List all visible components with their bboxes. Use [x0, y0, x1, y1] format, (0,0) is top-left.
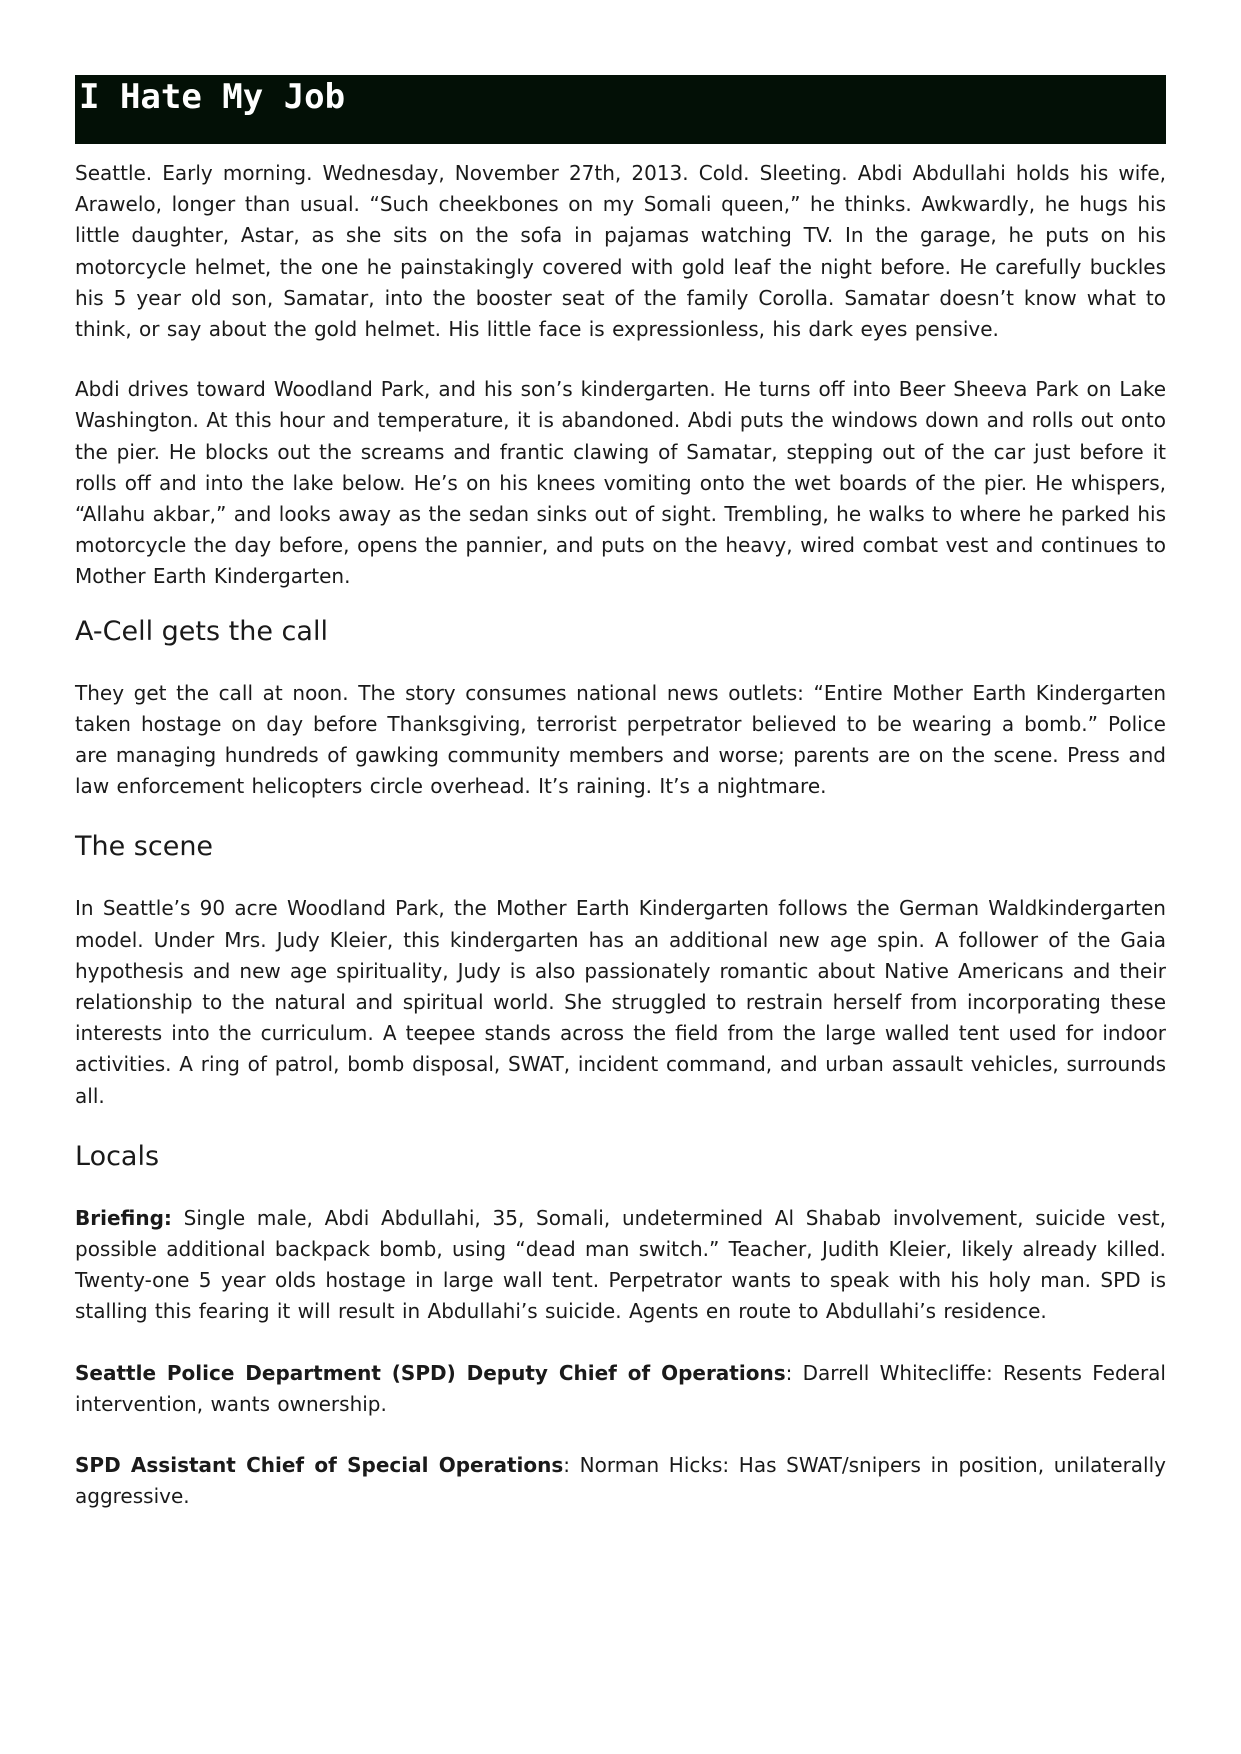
section-heading-acell: A-Cell gets the call: [75, 615, 328, 647]
deputy-chief-text: : Darrell Whitecliffe: Resents Federal intervention, wants ownership.: [75, 1360, 1166, 1416]
briefing-label: Briefing:: [75, 1205, 172, 1230]
document-page: [75, 75, 1166, 1513]
intro-paragraph-1: Seattle. Early morning. Wednesday, November 27th, 2013. Cold. Sleeting. Abdi Abdullahi holds his wife, Arawelo, longer than usual. “Such cheekbones on my Somali queen,” he thinks. Awkwardly, he hugs his little daughter, Astar, as she sits on the sofa in pajamas watching TV. In the garage, he puts on his motorcycle helmet, the one he painstakingly covered with gold leaf the night before. He carefully buckles his 5 year old son, Samatar, into the booster seat of the family Corolla. Samatar doesn’t know what to think, or say about the gold helmet. His little face is expressionless, his dark eyes pensive.: [75, 161, 1166, 342]
page-title: I Hate My Job: [79, 77, 346, 117]
deputy-chief-label: Seattle Police Department (SPD) Deputy Chief of Operations: [75, 1360, 786, 1385]
assistant-chief-paragraph: [75, 1450, 1166, 1512]
briefing-text: Single male, Abdi Abdullahi, 35, Somali, undetermined Al Shabab involvement, suicide vest, possible additional backpack bomb, using “dead man switch.” Teacher, Judith Kleier, likely already killed. Twenty-one 5 year olds hostage in large wall tent. Perpetrator wants to speak with his holy man. SPD is stalling this fearing it will result in Abdullahi’s suicide. Agents en route to Abdullahi’s residence.: [75, 1205, 1166, 1324]
assistant-chief-label: SPD Assistant Chief of Special Operations: [75, 1453, 564, 1478]
acell-paragraph: They get the call at noon. The story consumes national news outlets: “Entire Mother Earth Kindergarten taken hostage on day before Thanksgiving, terrorist perpetrator believed to be wearing a bomb.” Police are managing hundreds of gawking community members and worse; parents are on the scene. Press and law enforcement helicopters circle overhead. It’s raining. It’s a nightmare.: [75, 680, 1166, 799]
briefing-paragraph: [75, 1203, 1166, 1328]
deputy-chief-paragraph: [75, 1358, 1166, 1420]
title-banner: [75, 75, 1166, 144]
intro-paragraph-2: Abdi drives toward Woodland Park, and his son’s kindergarten. He turns off into Beer Sheeva Park on Lake Washington. At this hour and temperature, it is abandoned. Abdi puts the windows down and rolls out onto the pier. He blocks out the screams and frantic clawing of Samatar, stepping out of the car just before it rolls off and into the lake below. He’s on his knees vomiting onto the wet boards of the pier. He whispers, “Allahu akbar,” and looks away as the sedan sinks out of sight. Trembling, he walks to where he parked his motorcycle the day before, opens the pannier, and puts on the heavy, wired combat vest and continues to Mother Earth Kindergarten.: [75, 377, 1166, 589]
scene-paragraph: In Seattle’s 90 acre Woodland Park, the Mother Earth Kindergarten follows the German Waldkindergarten model. Under Mrs. Judy Kleier, this kindergarten has an additional new age spin. A follower of the Gaia hypothesis and new age spirituality, Judy is also passionately romantic about Native Americans and their relationship to the natural and spiritual world. She struggled to restrain herself from incorporating these interests into the curriculum. A teepee stands across the field from the large walled tent used for indoor activities. A ring of patrol, bomb disposal, SWAT, incident command, and urban assault vehicles, surrounds all.: [75, 896, 1166, 1108]
section-heading-scene: The scene: [75, 831, 214, 863]
assistant-chief-text: : Norman Hicks: Has SWAT/snipers in position, unilaterally aggressive.: [75, 1453, 1166, 1509]
section-heading-locals: Locals: [75, 1140, 160, 1172]
